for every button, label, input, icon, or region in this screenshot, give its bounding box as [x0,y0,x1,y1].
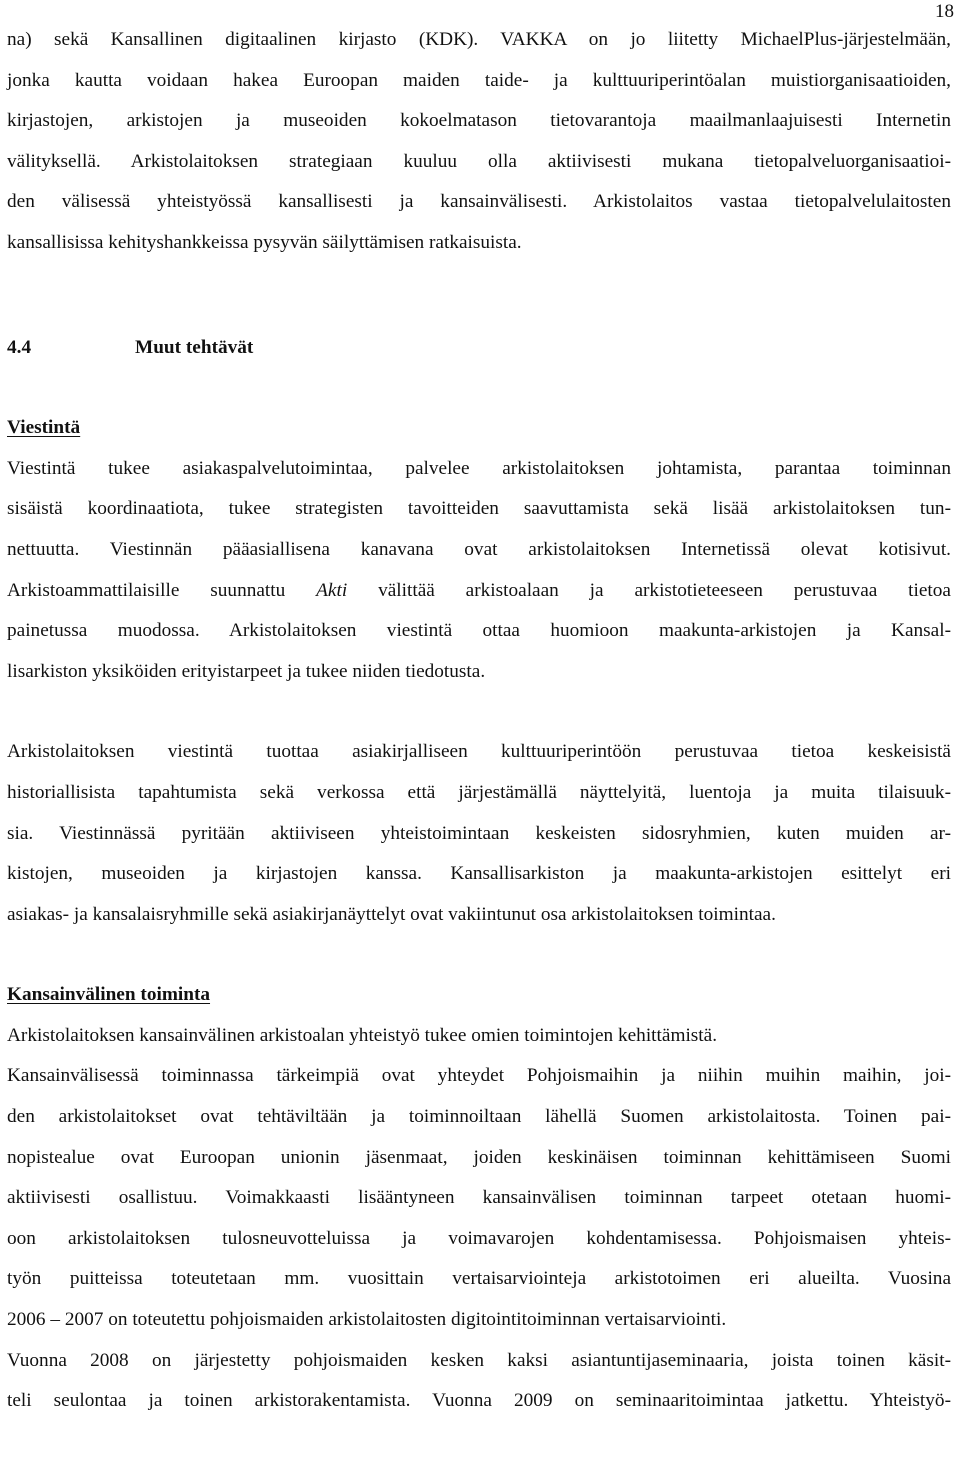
text-line: Arkistolaitoksen kansainvälinen arkistoalan yhteistyö tukee omien toimintojen kehittämistä. [7,1024,718,1046]
text-line: kansallisissa kehityshankkeissa pysyvän säilyttämisen ratkaisuista. [7,231,522,253]
kansainvalinen-paragraph [7,1016,951,1422]
subheading-kansainvalinen: Kansainvälinen toiminta [7,984,211,1006]
text-line: sia. Viestinnässä pyritään aktiiviseen yhteistoimintaan keskeisten sidosryhmien, kuten muiden ar- [7,822,951,844]
text-line: na) sekä Kansallinen digitaalinen kirjasto (KDK). VAKKA on jo liitetty MichaelPlus-järjestelmään, [7,29,951,50]
text-line: den arkistolaitokset ovat tehtäviltään ja toiminnoiltaan lähellä Suomen arkistolaitosta. Toinen pai- [7,1106,951,1128]
text-line [7,571,951,612]
text-line: välityksellä. Arkistolaitoksen strategiaan kuuluu olla aktiivisesti mukana tietopalveluorganisaatioi- [7,150,951,172]
section-title: Muut tehtävät [135,336,254,358]
section-heading [7,328,951,369]
text-line: kistojen, museoiden ja kirjastojen kanssa. Kansallisarkiston ja maakunta-arkistojen esittelyt eri [7,863,951,885]
text-line: sisäistä koordinaatiota, tukee strategisten tavoitteiden saavuttamista sekä lisää arkistolaitoksen tun- [7,498,951,520]
publication-name: Akti [316,579,348,601]
text-line: Vuonna 2008 on järjestetty pohjoismaiden kesken kaksi asiantuntijaseminaaria, joista toinen käsit- [7,1349,951,1371]
page-number: 18 [935,1,954,22]
section-number: 4.4 [7,336,32,358]
text-line: työn puitteissa toteutetaan mm. vuosittain vertaisarviointeja arkistotoimen eri alueilta. Vuosina [7,1268,951,1290]
text-line: teli seulontaa ja toinen arkistorakentamista. Vuonna 2009 on seminaaritoimintaa jatkettu. Yhteistyö- [7,1390,951,1412]
intro-paragraph [7,20,951,264]
text-line: nopistealue ovat Euroopan unionin jäsenmaat, joiden keskinäisen toiminnan kehittämiseen Suomi [7,1146,951,1168]
text-line: Arkistolaitoksen viestintä tuottaa asiakirjalliseen kulttuuriperintöön perustuvaa tietoa keskeisistä [7,741,951,763]
text-line: den välisessä yhteistyössä kansallisesti ja kansainvälisesti. Arkistolaitos vastaa tietopalvelulaitosten [7,191,951,213]
viestinta-paragraph-2 [7,732,951,935]
text-line: aktiivisesti osallistuu. Voimakkaasti lisääntyneen kansainvälisen toiminnan tarpeet otetaan huomi- [7,1187,951,1209]
text-line: Viestintä tukee asiakaspalvelutoimintaa, palvelee arkistolaitoksen johtamista, parantaa toiminnan [7,457,951,479]
subheading-viestinta: Viestintä [7,417,81,439]
text-line: jonka kautta voidaan hakea Euroopan maiden taide- ja kulttuuriperintöalan muistiorganisaatioiden, [7,69,951,91]
text-line: oon arkistolaitoksen tulosneuvotteluissa ja voimavarojen kohdentamisessa. Pohjoismaisen yhteis- [7,1227,951,1249]
text-line: painetussa muodossa. Arkistolaitoksen viestintä ottaa huomioon maakunta-arkistojen ja Kansal- [7,620,951,642]
document-page [7,20,951,1422]
text-line: lisarkiston yksiköiden erityistarpeet ja tukee niiden tiedotusta. [7,660,486,682]
text-line: historiallisista tapahtumista sekä verkossa että järjestämällä näyttelyitä, luentoja ja muita tilaisuuk- [7,781,951,803]
text-line: asiakas- ja kansalaisryhmille sekä asiakirjanäyttelyt ovat vakiintunut osa arkistolaitoksen toimintaa. [7,903,776,925]
viestinta-paragraph-1 [7,449,951,693]
text-line: 2006 – 2007 on toteutettu pohjoismaiden arkistolaitosten digitointitoiminnan vertaisarviointi. [7,1309,727,1331]
text-line: Kansainvälisessä toiminnassa tärkeimpiä ovat yhteydet Pohjoismaihin ja niihin muihin maihin, joi- [7,1065,951,1087]
text-fragment: Arkistoammattilaisille suunnattu [7,579,317,601]
text-line: nettuutta. Viestinnän pääasiallisena kanavana ovat arkistolaitoksen Internetissä olevat kotisivut. [7,538,951,560]
text-line: kirjastojen, arkistojen ja museoiden kokoelmatason tietovarantoja maailmanlaajuisesti Internetin [7,110,951,132]
text-fragment: välittää arkistoalaan ja arkistotieteeseen perustuvaa tietoa [347,579,951,601]
